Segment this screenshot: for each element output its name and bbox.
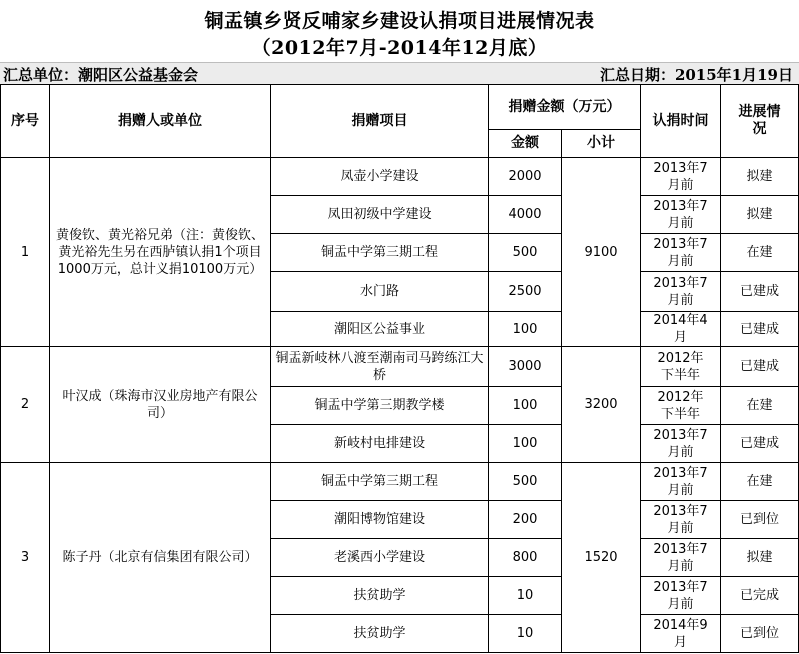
cell-subtotal: 1520 xyxy=(562,463,641,653)
summary-date: 汇总日期：2015年1月19日 xyxy=(599,66,793,84)
cell-time: 2012年下半年 xyxy=(641,347,721,387)
cell-progress: 拟建 xyxy=(721,539,799,577)
cell-amount: 2000 xyxy=(489,158,562,196)
cell-amount: 100 xyxy=(489,387,562,425)
header-donor: 捐赠人或单位 xyxy=(50,85,271,158)
cell-time: 2013年7月前 xyxy=(641,577,721,615)
cell-time: 2013年7月前 xyxy=(641,463,721,501)
cell-project: 铜盂中学第三期工程 xyxy=(271,463,489,501)
cell-project: 凤田初级中学建设 xyxy=(271,196,489,234)
header-seq: 序号 xyxy=(1,85,50,158)
cell-seq: 1 xyxy=(1,158,50,347)
cell-time: 2012年下半年 xyxy=(641,387,721,425)
cell-progress: 已建成 xyxy=(721,425,799,463)
cell-donor: 叶汉成（珠海市汉业房地产有限公司） xyxy=(50,347,271,463)
report-title: 铜盂镇乡贤反哺家乡建设认捐项目进展情况表 xyxy=(204,10,595,32)
header-row xyxy=(1,85,799,130)
cell-amount: 200 xyxy=(489,501,562,539)
cell-amount: 100 xyxy=(489,312,562,347)
cell-project: 水门路 xyxy=(271,272,489,312)
cell-time: 2013年7月前 xyxy=(641,196,721,234)
table-row xyxy=(1,158,799,196)
header-amount: 金额 xyxy=(489,130,562,158)
cell-project: 扶贫助学 xyxy=(271,577,489,615)
cell-donor: 黄俊钦、黄光裕兄弟（注：黄俊钦、黄光裕先生另在西胪镇认捐1个项目1000万元，总计义捐10100万元） xyxy=(50,158,271,347)
cell-project: 潮阳区公益事业 xyxy=(271,312,489,347)
table-row xyxy=(1,347,799,387)
cell-progress: 在建 xyxy=(721,463,799,501)
cell-amount: 3000 xyxy=(489,347,562,387)
cell-amount: 500 xyxy=(489,234,562,272)
cell-time: 2014年9月 xyxy=(641,615,721,653)
summary-bar xyxy=(0,62,799,85)
cell-donor: 陈子丹（北京有信集团有限公司） xyxy=(50,463,271,653)
cell-progress: 在建 xyxy=(721,234,799,272)
cell-amount: 800 xyxy=(489,539,562,577)
cell-progress: 已完成 xyxy=(721,577,799,615)
header-time: 认捐时间 xyxy=(641,85,721,158)
cell-time: 2013年7月前 xyxy=(641,234,721,272)
cell-seq: 2 xyxy=(1,347,50,463)
cell-project: 铜盂中学第三期工程 xyxy=(271,234,489,272)
report-period: （2012年7月-2014年12月底） xyxy=(251,37,548,59)
cell-amount: 500 xyxy=(489,463,562,501)
header-subtotal: 小计 xyxy=(562,130,641,158)
donation-table xyxy=(0,84,799,653)
cell-amount: 100 xyxy=(489,425,562,463)
cell-amount: 10 xyxy=(489,577,562,615)
cell-amount: 4000 xyxy=(489,196,562,234)
cell-progress: 已建成 xyxy=(721,272,799,312)
cell-project: 铜盂新岐林八渡至潮南司马跨练江大桥 xyxy=(271,347,489,387)
cell-project: 老溪西小学建设 xyxy=(271,539,489,577)
cell-time: 2013年7月前 xyxy=(641,158,721,196)
cell-progress: 已建成 xyxy=(721,347,799,387)
summary-unit: 汇总单位：潮阳区公益基金会 xyxy=(3,66,199,84)
cell-amount: 2500 xyxy=(489,272,562,312)
cell-time: 2013年7月前 xyxy=(641,272,721,312)
cell-time: 2013年7月前 xyxy=(641,425,721,463)
title-area xyxy=(0,0,799,62)
cell-progress: 拟建 xyxy=(721,196,799,234)
cell-time: 2013年7月前 xyxy=(641,501,721,539)
cell-progress: 拟建 xyxy=(721,158,799,196)
cell-project: 铜盂中学第三期教学楼 xyxy=(271,387,489,425)
cell-progress: 已到位 xyxy=(721,615,799,653)
cell-project: 潮阳博物馆建设 xyxy=(271,501,489,539)
cell-subtotal: 3200 xyxy=(562,347,641,463)
cell-project: 凤壶小学建设 xyxy=(271,158,489,196)
cell-time: 2014年4月 xyxy=(641,312,721,347)
header-project: 捐赠项目 xyxy=(271,85,489,158)
cell-amount: 10 xyxy=(489,615,562,653)
header-progress: 进展情况 xyxy=(721,85,799,158)
cell-progress: 已建成 xyxy=(721,312,799,347)
cell-project: 扶贫助学 xyxy=(271,615,489,653)
cell-project: 新岐村电排建设 xyxy=(271,425,489,463)
table-row xyxy=(1,463,799,501)
cell-subtotal: 9100 xyxy=(562,158,641,347)
header-amount-group: 捐赠金额（万元） xyxy=(489,85,641,130)
cell-progress: 在建 xyxy=(721,387,799,425)
cell-seq: 3 xyxy=(1,463,50,653)
cell-progress: 已到位 xyxy=(721,501,799,539)
cell-time: 2013年7月前 xyxy=(641,539,721,577)
